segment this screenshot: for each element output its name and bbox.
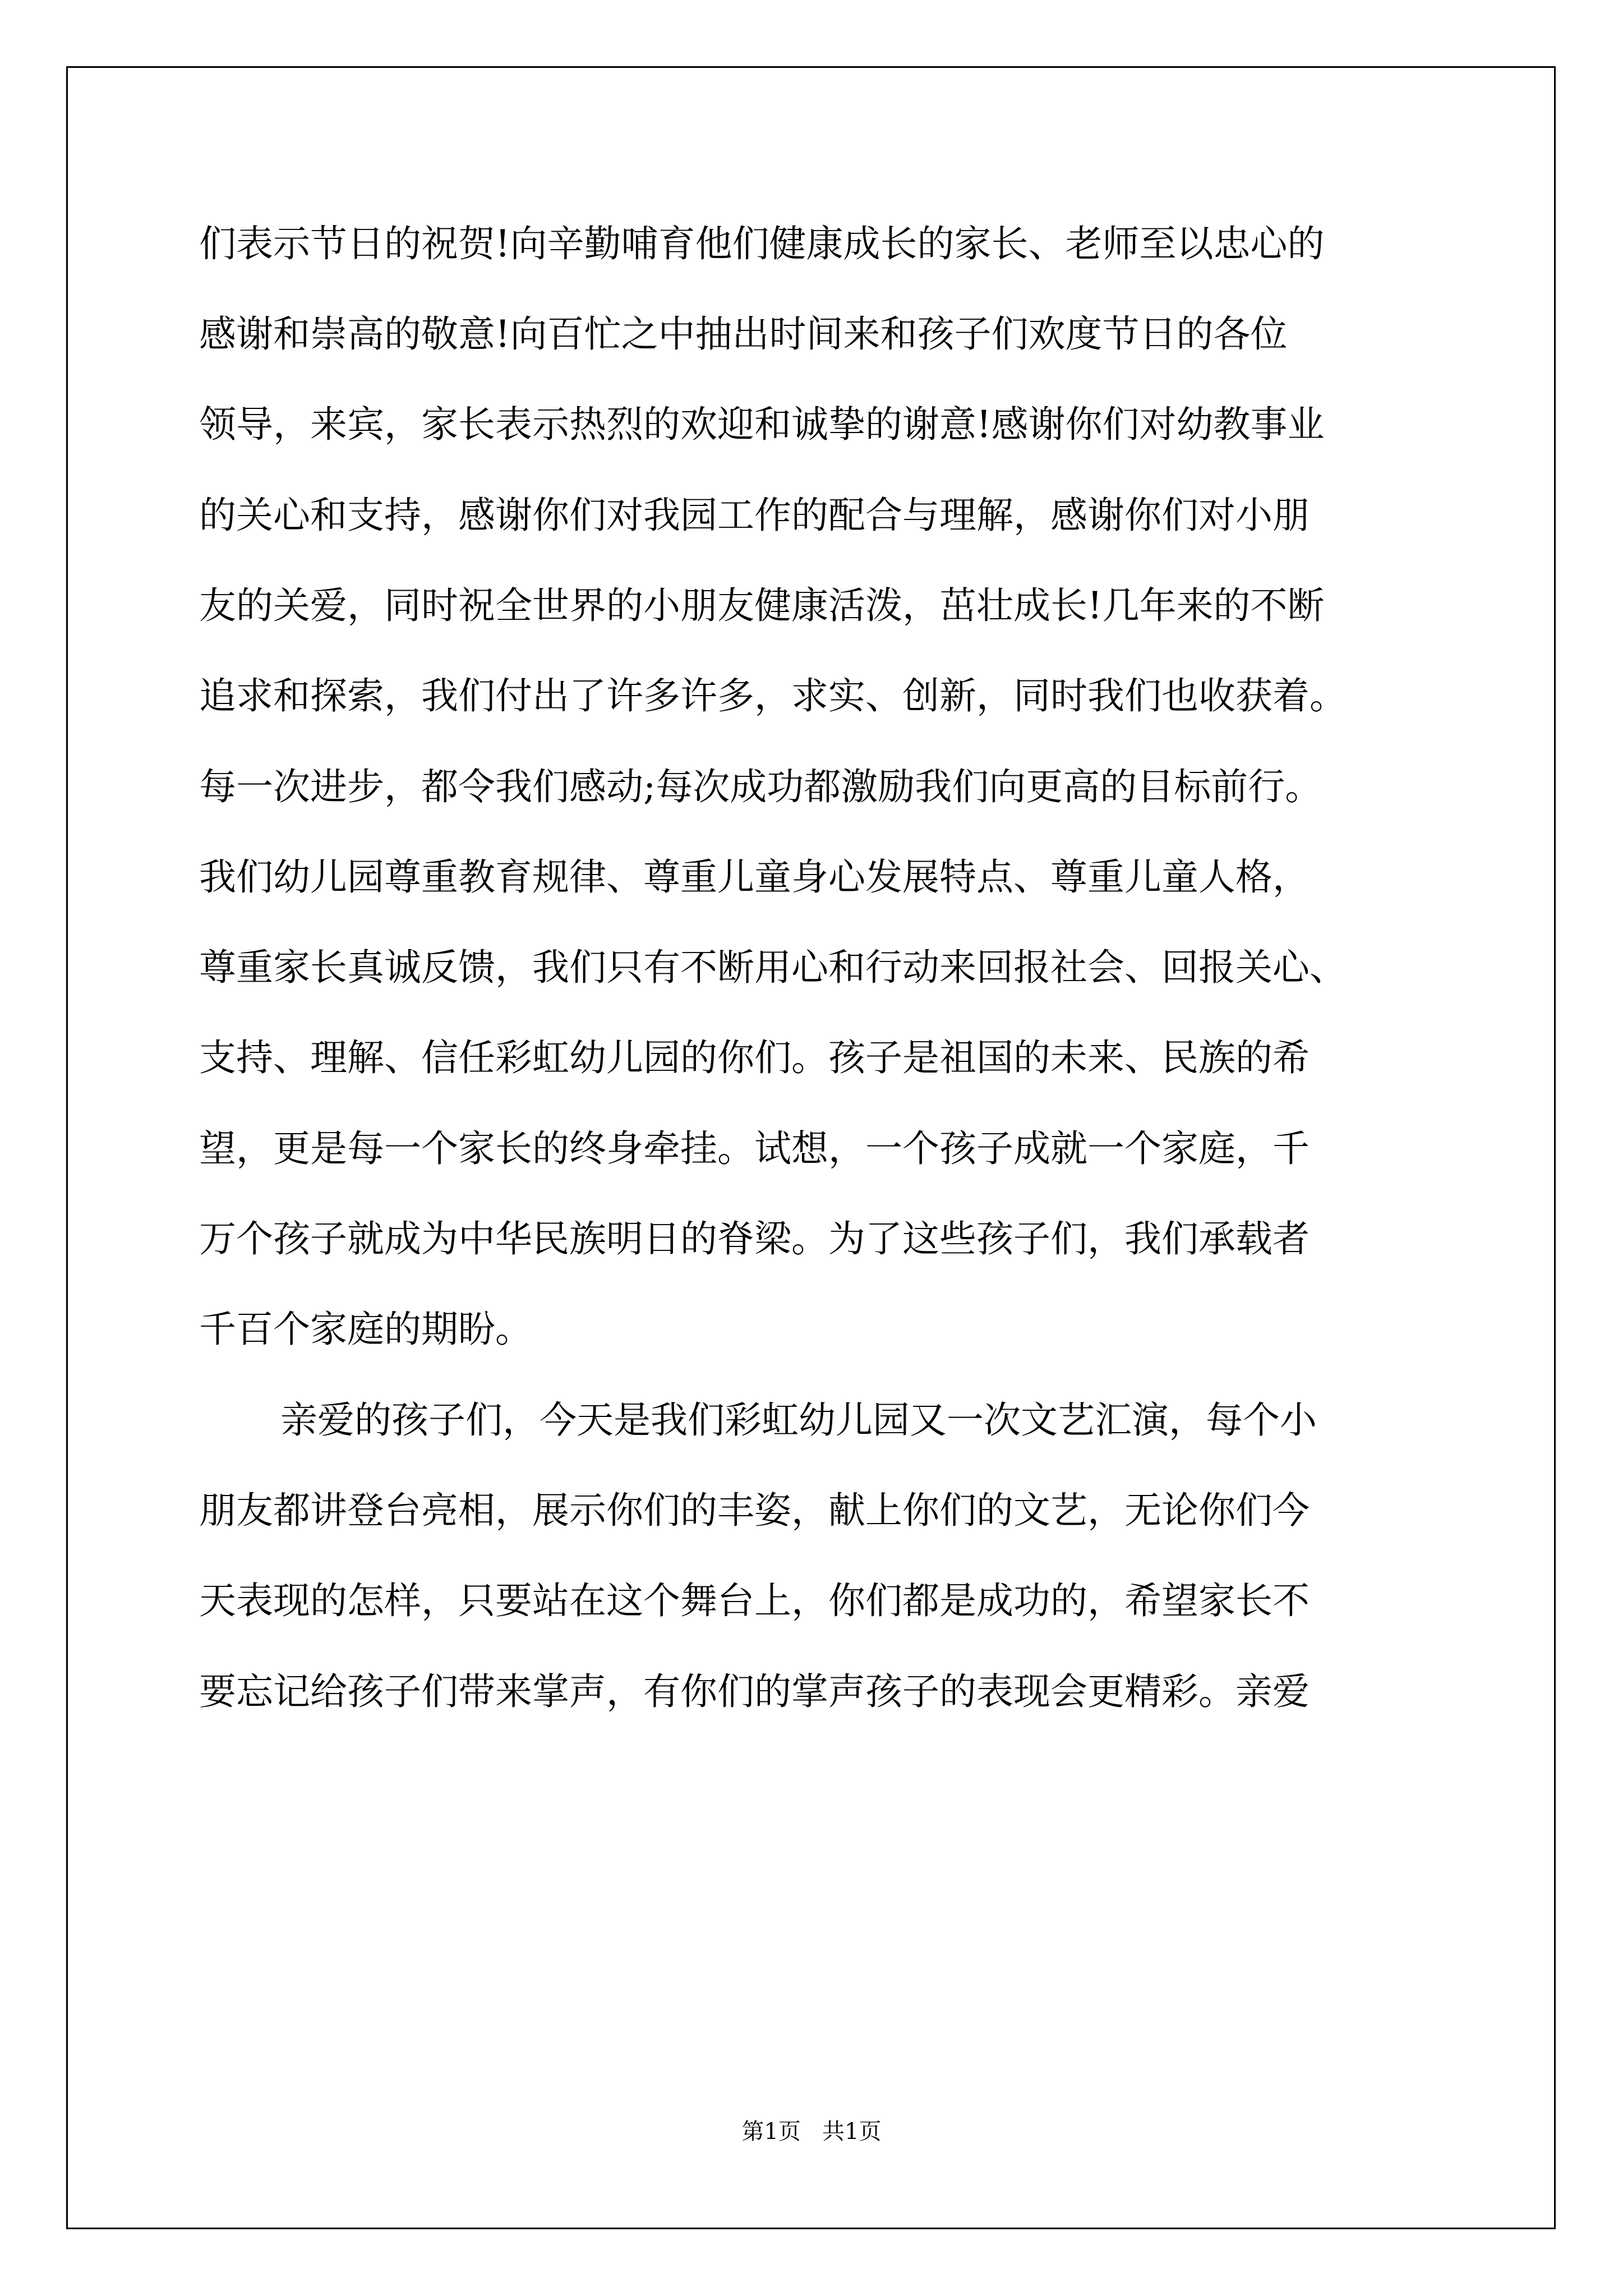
text-line: 追求和探索，我们付出了许多许多，求实、创新，同时我们也收获着。 xyxy=(199,674,1347,717)
text-line: 朋友都讲登台亮相，展示你们的丰姿，献上你们的文艺，无论你们今 xyxy=(199,1489,1310,1532)
text-line: 每一次进步，都令我们感动;每次成功都激励我们向更高的目标前行。 xyxy=(199,765,1322,808)
text-line: 千百个家庭的期盼。 xyxy=(199,1308,532,1351)
text-line: 们表示节日的祝贺!向辛勤哺育他们健康成长的家长、老师至以忠心的 xyxy=(199,222,1325,265)
text-line: 尊重家长真诚反馈，我们只有不断用心和行动来回报社会、回报关心、 xyxy=(199,946,1347,989)
text-line: 天表现的怎样，只要站在这个舞台上，你们都是成功的，希望家长不 xyxy=(199,1579,1310,1622)
text-line: 感谢和崇高的敬意!向百忙之中抽出时间来和孩子们欢度节日的各位 xyxy=(199,312,1288,356)
text-line: 万个孩子就成为中华民族明日的脊梁。为了这些孩子们，我们承载者 xyxy=(199,1217,1310,1260)
text-line: 我们幼儿园尊重教育规律、尊重儿童身心发展特点、尊重儿童人格， xyxy=(199,855,1310,899)
text-line: 友的关爱，同时祝全世界的小朋友健康活泼，茁壮成长!几年来的不断 xyxy=(199,584,1325,627)
text-line: 的关心和支持，感谢你们对我园工作的配合与理解，感谢你们对小朋 xyxy=(199,494,1310,537)
text-line: 要忘记给孩子们带来掌声，有你们的掌声孩子的表现会更精彩。亲爱 xyxy=(199,1670,1310,1713)
page-number-footer: 第1页 共1页 xyxy=(741,2119,882,2145)
text-line: 支持、理解、信任彩虹幼儿园的你们。孩子是祖国的未来、民族的希 xyxy=(199,1036,1310,1079)
paragraph-first-line: 亲爱的孩子们，今天是我们彩虹幼儿园又一次文艺汇演，每个小 xyxy=(280,1398,1317,1442)
text-line: 望，更是每一个家长的终身牵挂。试想，一个孩子成就一个家庭，千 xyxy=(199,1127,1310,1170)
text-line: 领导，来宾，家长表示热烈的欢迎和诚挚的谢意!感谢你们对幼教事业 xyxy=(199,403,1325,446)
